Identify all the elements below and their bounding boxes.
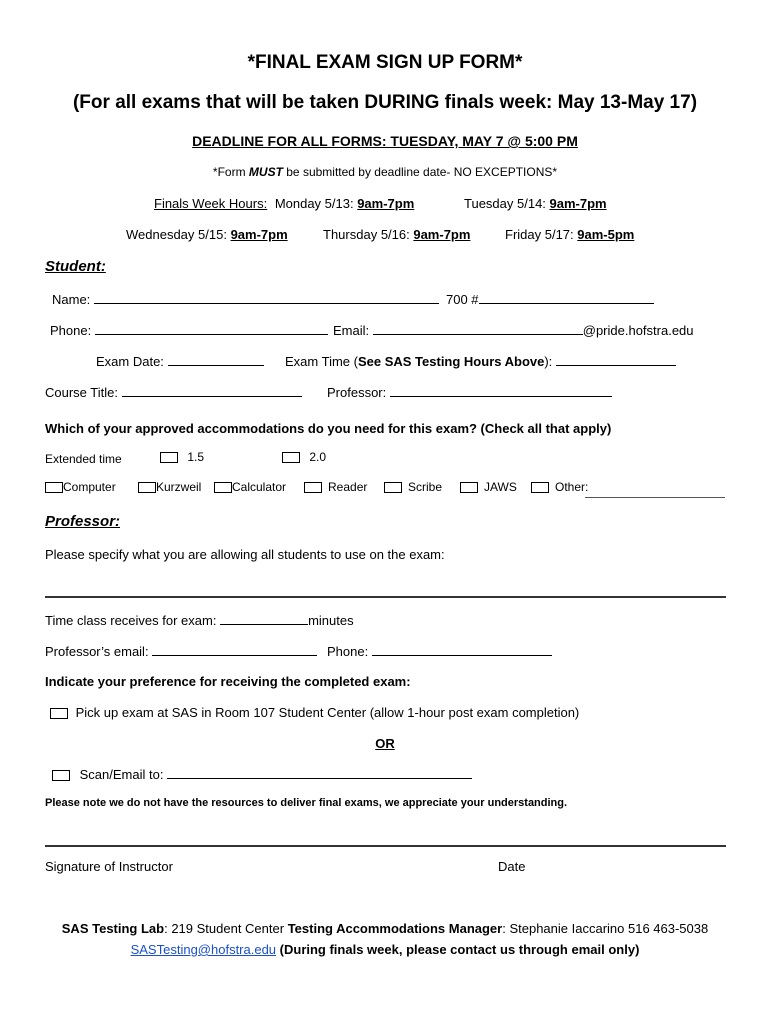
accommodations-question: Which of your approved accommodations do you need for this exam? (Check all that apply) (45, 421, 612, 436)
hours-label: Finals Week Hours: (154, 196, 268, 211)
checkbox-pickup[interactable] (50, 708, 68, 719)
course-row: Course Title: (45, 384, 302, 400)
exam-time-row: Exam Time (See SAS Testing Hours Above): (285, 353, 676, 369)
pickup-option: Pick up exam at SAS in Room 107 Student Center (allow 1-hour post exam completion) (50, 705, 579, 720)
course-field[interactable] (122, 384, 302, 397)
scan-option: Scan/Email to: (52, 766, 472, 782)
professor-email-row: Professor’s email: (45, 643, 317, 659)
exam-time-field[interactable] (556, 353, 676, 366)
ext-option-1-5: 1.5 (160, 450, 204, 464)
professor-email-field[interactable] (152, 643, 317, 656)
accommodation-computer: Computer (45, 480, 116, 494)
id-field[interactable] (479, 291, 654, 304)
professor-phone-row: Phone: (327, 643, 552, 659)
checkbox-calculator[interactable] (214, 482, 232, 493)
checkbox-reader[interactable] (304, 482, 322, 493)
accommodation-jaws: JAWS (460, 480, 517, 494)
checkbox-jaws[interactable] (460, 482, 478, 493)
date-label: Date (498, 859, 526, 874)
form-subtitle: (For all exams that will be taken DURING finals week: May 13-May 17) (72, 92, 698, 113)
or-divider: OR (375, 736, 395, 751)
hours-wednesday: Wednesday 5/15: 9am-7pm (126, 227, 288, 242)
other-field[interactable] (585, 497, 725, 498)
time-field[interactable] (220, 612, 308, 625)
allowed-materials-prompt: Please specify what you are allowing all students to use on the exam: (45, 547, 445, 562)
name-field[interactable] (94, 291, 439, 304)
checkbox-scribe[interactable] (384, 482, 402, 493)
deadline-notice: DEADLINE FOR ALL FORMS: TUESDAY, MAY 7 @ 5:00 PM (192, 133, 578, 149)
professor-field[interactable] (390, 384, 612, 397)
signature-label: Signature of Instructor (45, 859, 173, 874)
hours-tuesday: Tuesday 5/14: 9am-7pm (464, 196, 607, 211)
sas-email-link[interactable]: SASTesting@hofstra.edu (130, 942, 277, 957)
delivery-note: Please note we do not have the resources to deliver final exams, we appreciate your understanding. (45, 797, 568, 809)
student-heading: Student: (45, 258, 106, 275)
extended-time-label: Extended time (45, 452, 122, 466)
accommodation-calculator: Calculator (214, 480, 286, 494)
exam-date-field[interactable] (168, 353, 264, 366)
checkbox-other[interactable] (531, 482, 549, 493)
hours-row-1: Finals Week Hours: Monday 5/13: 9am-7pm (154, 196, 415, 211)
hours-thursday: Thursday 5/16: 9am-7pm (323, 227, 471, 242)
footer-contact: SAS Testing Lab: 219 Student Center Testing Accommodations Manager: Stephanie Iaccarino 516 463-5038 (61, 921, 709, 936)
hours-friday: Friday 5/17: 9am-5pm (505, 227, 635, 242)
scan-email-field[interactable] (167, 766, 472, 779)
footer-email-row: SASTesting@hofstra.edu (During finals week, please contact us through email only) (130, 942, 640, 957)
submission-notice: *Form MUST be submitted by deadline date- NO EXCEPTIONS* (212, 165, 558, 179)
checkbox-kurzweil[interactable] (138, 482, 156, 493)
checkbox-2-0[interactable] (282, 452, 300, 463)
checkbox-computer[interactable] (45, 482, 63, 493)
form-title: *FINAL EXAM SIGN UP FORM* (247, 52, 523, 73)
email-field[interactable] (373, 322, 583, 335)
exam-date-row: Exam Date: (96, 353, 264, 369)
accommodation-scribe: Scribe (384, 480, 442, 494)
signature-line[interactable] (45, 845, 726, 847)
phone-row: Phone: (50, 322, 328, 338)
professor-heading: Professor: (45, 513, 121, 530)
id-row: 700 # (446, 291, 654, 307)
email-row: Email: @pride.hofstra.edu (333, 323, 694, 338)
ext-option-2-0: 2.0 (282, 450, 326, 464)
professor-row: Professor: (327, 384, 612, 400)
allowed-materials-field[interactable] (45, 596, 726, 598)
phone-field[interactable] (95, 322, 328, 335)
checkbox-1-5[interactable] (160, 452, 178, 463)
accommodation-kurzweil: Kurzweil (138, 480, 201, 494)
checkbox-scan[interactable] (52, 770, 70, 781)
accommodation-other: Other: (531, 480, 588, 494)
preference-prompt: Indicate your preference for receiving the completed exam: (45, 674, 411, 689)
accommodation-reader: Reader (304, 480, 367, 494)
time-row: Time class receives for exam: minutes (45, 613, 354, 628)
name-row: Name: (52, 291, 439, 307)
professor-phone-field[interactable] (372, 643, 552, 656)
